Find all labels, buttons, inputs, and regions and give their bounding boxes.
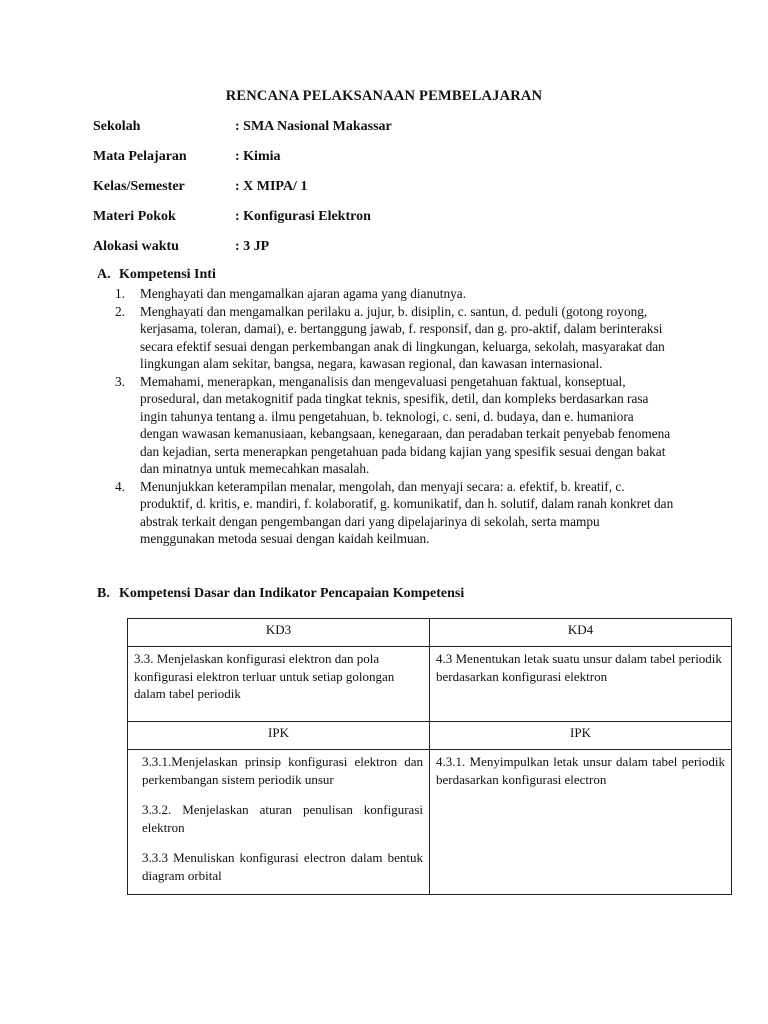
- table-row: [128, 619, 732, 647]
- ipk-left-cell: [128, 750, 430, 895]
- meta-value: : Kimia: [235, 149, 281, 164]
- meta-value: : SMA Nasional Makassar: [235, 119, 392, 134]
- list-item: [115, 373, 675, 478]
- ipk-item: 3.3.2. Menjelaskan aturan penulisan konfigurasi elektron: [142, 802, 423, 835]
- section-title: Kompetensi Inti: [119, 267, 216, 282]
- list-item: [115, 478, 675, 548]
- meta-label: Mata Pelajaran: [93, 149, 187, 164]
- ipk-item: 3.3.3 Menuliskan konfigurasi electron dalam bentuk diagram orbital: [142, 850, 423, 883]
- list-text: Menunjukkan keterampilan menalar, mengolah, dan menyaji secara: a. efektif, b. kreatif, c. produktif, d. kritis, e. mandiri, f. kolaboratif, g. komunikatif, dan h. solutif, dalam ranah konkret dan abstrak terkait dengan pengembangan dari yang dipelajarinya di sekolah, serta mampu menggunakan metoda sesuai dengan kaidah keilmuan.: [140, 478, 674, 546]
- kd4-header: KD4: [430, 619, 732, 647]
- list-number: 4.: [115, 478, 125, 494]
- section-letter: B.: [97, 586, 110, 601]
- meta-label: Materi Pokok: [93, 209, 176, 224]
- meta-label: Alokasi waktu: [93, 239, 179, 254]
- ipk-item: 4.3.1. Menyimpulkan letak unsur dalam tabel periodik berdasarkan konfigurasi electron: [436, 754, 725, 787]
- meta-value: : X MIPA/ 1: [235, 179, 308, 194]
- section-letter: A.: [97, 267, 111, 282]
- kompetensi-inti-list: [115, 285, 675, 548]
- kd3-cell: 3.3. Menjelaskan konfigurasi elektron dan pola konfigurasi elektron terluar untuk setiap golongan dalam tabel periodik: [128, 647, 430, 722]
- list-number: 1.: [115, 286, 125, 301]
- kd-ipk-table: [127, 618, 732, 895]
- kd4-cell: 4.3 Menentukan letak suatu unsur dalam tabel periodik berdasarkan konfigurasi elektron: [430, 647, 732, 722]
- list-number: 2.: [115, 303, 125, 319]
- document-title: RENCANA PELAKSANAAN PEMBELAJARAN: [225, 88, 543, 104]
- ipk-header-right: IPK: [430, 722, 732, 750]
- table-row: [128, 722, 732, 750]
- ipk-item: 3.3.1.Menjelaskan prinsip konfigurasi elektron dan perkembangan sistem periodik unsur: [142, 754, 423, 787]
- table-row: [128, 647, 732, 722]
- meta-value: : 3 JP: [235, 239, 270, 254]
- ipk-header-left: IPK: [128, 722, 430, 750]
- list-text: Menghayati dan mengamalkan perilaku a. jujur, b. disiplin, c. santun, d. peduli (gotong royong, kerjasama, toleran, damai), e. bertanggung jawab, f. responsif, dan g. pro-aktif, dalam berinteraksi secara efektif sesuai dengan perkembangan anak di lingkungan, keluarga, sekolah, masyarakat dan lingkungan alam sekitar, bangsa, negara, kawasan regional, dan kawasan internasional.: [140, 303, 665, 371]
- meta-label: Kelas/Semester: [93, 179, 185, 194]
- section-a-heading: [97, 267, 216, 283]
- list-number: 3.: [115, 373, 125, 389]
- table-row: [128, 750, 732, 895]
- ipk-right-cell: [430, 750, 732, 895]
- kd3-header: KD3: [128, 619, 430, 647]
- list-text: Memahami, menerapkan, menganalisis dan mengevaluasi pengetahuan faktual, konseptual, prosedural, dan metakognitif pada tingkat teknis, spesifik, detil, dan kompleks berdasarkan rasa ingin tahunya tentang a. ilmu pengetahuan, b. teknologi, c. seni, d. budaya, dan e. humaniora dengan wawasan kemanusiaan, kebangsaan, kenegaraan, dan peradaban terkait penyebab fenomena dan kejadian, serta menerapkan pengetahuan pada bidang kajian yang spesifik sesuai dengan bakat dan minatnya untuk memecahkan masalah.: [140, 373, 671, 476]
- section-b-heading: [97, 586, 464, 602]
- list-item: [115, 303, 675, 373]
- section-title: Kompetensi Dasar dan Indikator Pencapaian Kompetensi: [119, 586, 465, 601]
- meta-label: Sekolah: [93, 119, 141, 134]
- list-text: Menghayati dan mengamalkan ajaran agama yang dianutnya.: [140, 286, 467, 301]
- list-item: [115, 285, 675, 303]
- meta-value: : Konfigurasi Elektron: [235, 209, 371, 224]
